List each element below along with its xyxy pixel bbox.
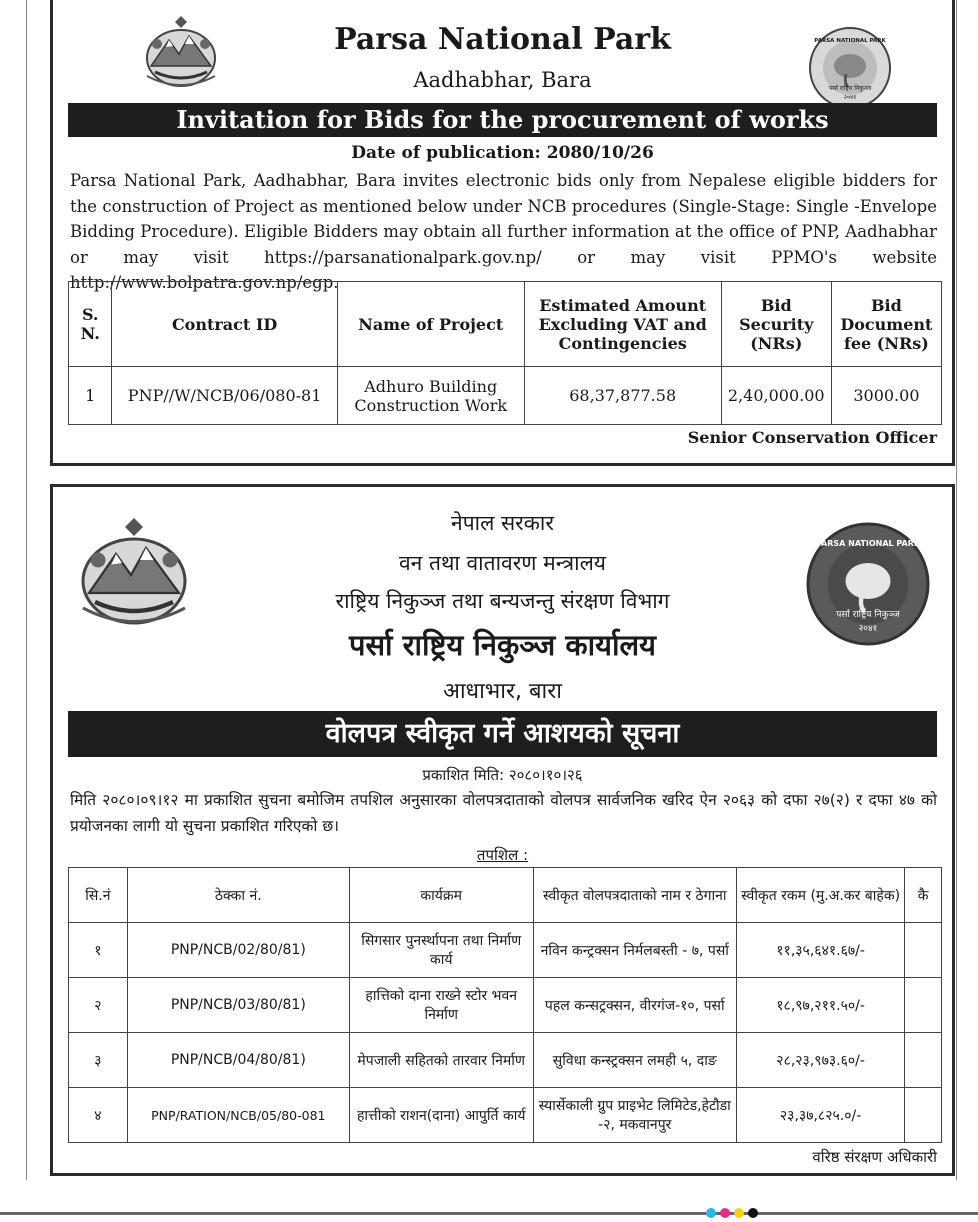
table-row: [69, 978, 942, 1033]
cell-contract-no: PNP/RATION/NCB/05/80-081: [127, 1088, 349, 1143]
cell-sn: 1: [69, 367, 112, 425]
cell-contract-no: PNP/NCB/02/80/81): [127, 923, 349, 978]
cell-bidder-name: सुविधा कन्स्ट्रक्सन लमही ५, दाङ: [533, 1033, 737, 1088]
park-seal: [805, 521, 931, 647]
cell-estimated-amount: 68,37,877.58: [524, 367, 721, 425]
col-bid-security: Bid Security (NRs): [721, 282, 831, 367]
cell-remarks: [905, 923, 942, 978]
park-seal: [808, 26, 892, 110]
cell-program: हात्तिको दाना राख्ने स्टोर भवन निर्माण: [349, 978, 533, 1033]
cell-project-name: Adhuro Building Construction Work: [337, 367, 524, 425]
notice-nepali: [50, 484, 955, 1176]
cell-remarks: [905, 1033, 942, 1088]
bottom-rule: [0, 1212, 978, 1215]
signatory: Senior Conservation Officer: [687, 428, 937, 447]
cell-contract-id: PNP//W/NCB/06/080-81: [112, 367, 337, 425]
department-line: राष्ट्रिय निकुञ्ज तथा बन्यजन्तु संरक्षण विभाग: [335, 589, 670, 613]
col-sn: सि.नं: [69, 868, 128, 923]
cell-bidder-name: पहल कन्सट्रक्सन, वीरगंज-१०, पर्सा: [533, 978, 737, 1033]
col-bidder-name: स्वीकृत वोलपत्रदाताको नाम र ठेगाना: [533, 868, 737, 923]
publication-date: Date of publication: 2080/10/26: [351, 143, 654, 163]
col-project-name: Name of Project: [337, 282, 524, 367]
seal-text-top: PARSA NATIONAL PARK: [815, 539, 921, 548]
col-document-fee: Bid Document fee (NRs): [831, 282, 941, 367]
cell-contract-no: PNP/NCB/04/80/81): [127, 1033, 349, 1088]
bid-table: [68, 281, 942, 425]
cell-amount: २८,२३,९७३.६०/-: [737, 1033, 905, 1088]
col-amount: स्वीकृत रकम (मु.अ.कर बाहेक): [737, 868, 905, 923]
col-estimated-amount: Estimated Amount Excluding VAT and Contingencies: [524, 282, 721, 367]
page-edge-right: [956, 0, 957, 1180]
tapsil-label: तपशिल :: [476, 846, 529, 864]
print-dot-magenta: [720, 1208, 730, 1218]
seal-text-top: PARSA NATIONAL PARK: [814, 38, 886, 44]
table-row: [69, 1088, 942, 1143]
publication-date: प्रकाशित मिति: २०८०।१०।२६: [422, 766, 583, 784]
invitation-paragraph: Parsa National Park, Aadhabhar, Bara invites electronic bids only from Nepalese eligible bidders for the construction of Project as mentioned below under NCB procedures (Single-Stage: Single -Envelope Bidding Procedure). Eligible Bidders may obtain all further information at the office of PNP, Aadhabhar or may visit https://parsanationalpark.gov.np/ or may visit PPMO's website http://www.bolpatra.gov.np/egp.: [70, 171, 937, 292]
intent-notice-banner: वोलपत्र स्वीकृत गर्ने आशयको सूचना: [68, 711, 937, 757]
cell-remarks: [905, 1088, 942, 1143]
cell-sn: ४: [69, 1088, 128, 1143]
bid-invitation-banner: Invitation for Bids for the procurement of works: [68, 103, 937, 137]
cell-amount: १८,९७,२११.५०/-: [737, 978, 905, 1033]
cell-bidder-name: स्यार्सेकाली ग्रुप प्राइभेट लिमिटेड,हेटौडा -२, मकवानपुर: [533, 1088, 737, 1143]
award-table: [68, 867, 942, 1143]
table-row: [69, 923, 942, 978]
table-header-row: [69, 868, 942, 923]
office-address: आधाभार, बारा: [443, 679, 562, 704]
table-row: [69, 367, 942, 425]
col-sn: S. N.: [69, 282, 112, 367]
cell-remarks: [905, 978, 942, 1033]
cell-program: हात्तीको राशन(दाना) आपुर्ति कार्य: [349, 1088, 533, 1143]
col-program: कार्यक्रम: [349, 868, 533, 923]
cell-document-fee: 3000.00: [831, 367, 941, 425]
cell-sn: २: [69, 978, 128, 1033]
seal-year: २०४१: [858, 624, 878, 634]
page-subtitle: Aadhabhar, Bara: [413, 68, 592, 92]
table-header-row: [69, 282, 942, 367]
cell-bidder-name: नविन कन्ट्रक्सन निर्मलबस्ती - ७, पर्सा: [533, 923, 737, 978]
print-dot-black: [748, 1208, 758, 1218]
col-contract-id: Contract ID: [112, 282, 337, 367]
print-dot-cyan: [706, 1208, 716, 1218]
cell-contract-no: PNP/NCB/03/80/81): [127, 978, 349, 1033]
seal-text-bottom: पर्सा राष्ट्रिय निकुञ्ज: [828, 85, 872, 92]
cell-amount: ११,३५,६४१.६७/-: [737, 923, 905, 978]
ministry-line: वन तथा वातावरण मन्त्रालय: [399, 551, 606, 575]
page-title: Parsa National Park: [334, 22, 671, 57]
seal-year: २०४१: [843, 94, 857, 101]
col-contract-no: ठेक्का नं.: [127, 868, 349, 923]
table-row: [69, 1033, 942, 1088]
intent-paragraph: मिति २०८०।०९।१२ मा प्रकाशित सुचना बमोजिम तपशिल अनुसारका वोलपत्रदाताको वोलपत्र सार्वजनिक खरिद ऐन २०६३ को दफा २७(२) र दफा ४७ को प्रयोजनका लागी यो सुचना प्रकाशित गरिएको छ।: [70, 791, 937, 835]
cell-sn: ३: [69, 1033, 128, 1088]
cell-sn: १: [69, 923, 128, 978]
notice-english: [50, 0, 955, 466]
seal-text-bottom: पर्सा राष्ट्रिय निकुञ्ज: [836, 610, 900, 620]
cell-program: सिगसार पुनर्स्थापना तथा निर्माण कार्य: [349, 923, 533, 978]
col-remarks: कै: [905, 868, 942, 923]
page-edge-left: [26, 0, 27, 1180]
gov-line: नेपाल सरकार: [451, 511, 554, 535]
cell-program: मेपजाली सहितको तारवार निर्माण: [349, 1033, 533, 1088]
office-title: पर्सा राष्ट्रिय निकुञ्ज कार्यालय: [348, 628, 656, 662]
cell-amount: २३,३७,८२५.०/-: [737, 1088, 905, 1143]
signatory: वरिष्ठ संरक्षण अधिकारी: [812, 1148, 937, 1166]
print-dot-yellow: [734, 1208, 744, 1218]
cell-bid-security: 2,40,000.00: [721, 367, 831, 425]
